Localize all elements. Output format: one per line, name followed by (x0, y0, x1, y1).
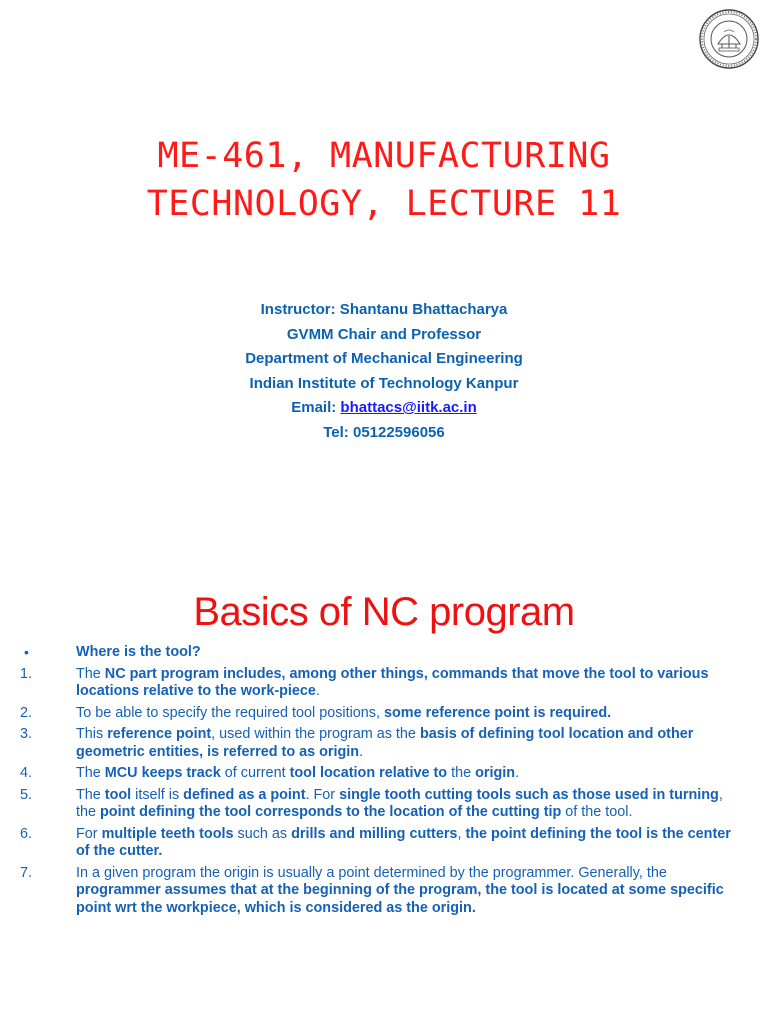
course-title-line-2: TECHNOLOGY, LECTURE 11 (146, 184, 622, 224)
list-item (20, 726, 736, 761)
list-item (20, 705, 736, 723)
list-item-text: . For (305, 786, 340, 803)
list-number: 4. (20, 765, 33, 781)
list-item-emphasis: point defining the tool corresponds to the location of the cutting tip (100, 804, 562, 820)
instructor-name: Instructor: Shantanu Bhattacharya (260, 301, 508, 318)
list-item-emphasis: programmer assumes that at the beginning of the program, the tool is located at some specific point wrt the workpiece, which is considered as the origin. (76, 882, 724, 916)
email-label: Email: (291, 399, 341, 416)
list-item (20, 865, 736, 918)
list-item-text: The (76, 765, 105, 781)
list-number: 1. (20, 665, 33, 682)
list-item-text: In a given program the origin is usually a point determined by the programmer. Generally, the (76, 864, 667, 881)
bullet-marker: • (24, 644, 29, 660)
list-number: 3. (20, 726, 33, 742)
list-item-emphasis: defined as a point (183, 786, 306, 803)
list-number: 2. (20, 704, 33, 721)
list-item-text: , the (76, 786, 723, 820)
list-item-emphasis: NC part program includes, among other things, commands that move the tool to various locations relative to the work-piece (76, 665, 709, 699)
list-item-text: For (76, 825, 102, 842)
list-item-text: The (76, 665, 105, 682)
list-item (20, 787, 736, 822)
list-number: 5. (20, 786, 33, 803)
list-item-text: To be able to specify the required tool positions, (76, 704, 384, 721)
list-item-text: the (447, 765, 476, 781)
list-item-emphasis: multiple teeth tools (101, 825, 234, 842)
nc-basics-list (20, 644, 736, 921)
list-item-emphasis: some reference point is required. (384, 704, 612, 721)
instructor-email-line (0, 396, 768, 421)
slide-heading: Basics of NC program (193, 590, 575, 634)
course-title-line-1: ME-461, MANUFACTURING (157, 136, 611, 176)
list-item-text: , (457, 825, 466, 842)
list-item-emphasis: origin (475, 765, 516, 781)
course-title (0, 132, 768, 228)
list-item-emphasis: tool location relative to (289, 765, 448, 781)
instructor-tel: Tel: 05122596056 (323, 423, 445, 441)
list-item-emphasis: Where is the tool? (76, 644, 201, 660)
list-item (20, 644, 736, 662)
list-item-emphasis: single tooth cutting tools such as those used in turning (339, 786, 719, 803)
list-item-text: . (515, 765, 520, 781)
list-item (20, 826, 736, 861)
instructor-institute: Indian Institute of Technology Kanpur (249, 374, 519, 392)
instructor-position: GVMM Chair and Professor (286, 325, 482, 343)
email-link[interactable]: bhattacs@iitk.ac.in (340, 399, 477, 416)
list-number: 6. (20, 825, 33, 842)
list-item-emphasis: drills and milling cutters (291, 825, 458, 842)
list-item (20, 765, 736, 783)
list-number: 7. (20, 864, 33, 881)
list-item-emphasis: tool (104, 786, 132, 803)
list-item-text: itself is (131, 786, 184, 803)
list-item-text: , used within the program as the (211, 726, 420, 742)
list-item-text: of the tool. (561, 804, 633, 820)
list-item-emphasis: the point defining the tool is the center of the cutter. (76, 825, 731, 859)
instructor-block (0, 298, 768, 445)
list-item-text: The (76, 786, 105, 803)
list-item-text: This (76, 726, 108, 742)
list-item-emphasis: MCU keeps track (104, 765, 221, 781)
list-item-emphasis: reference point (107, 726, 212, 742)
iit-kanpur-seal-icon (698, 8, 760, 70)
list-item-text: . (359, 743, 364, 760)
instructor-department: Department of Mechanical Engineering (245, 350, 523, 367)
list-item (20, 666, 736, 701)
list-item-text: of current (220, 765, 290, 781)
list-item-emphasis: basis of defining tool location and other geometric entities, is referred to as origin (76, 726, 694, 760)
list-item-text: . (315, 683, 320, 699)
content-slide (0, 560, 768, 1024)
list-item-text: such as (233, 825, 292, 842)
